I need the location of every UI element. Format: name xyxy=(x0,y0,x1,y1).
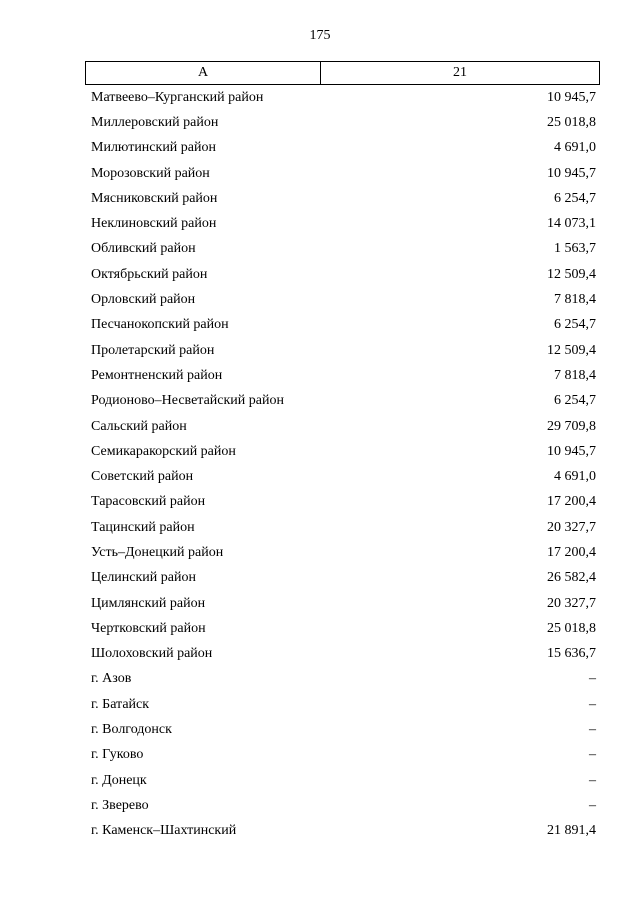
district-value: 4 691,0 xyxy=(554,469,596,485)
table-row xyxy=(91,313,596,338)
table-row xyxy=(91,389,596,414)
district-name: Мясниковский район xyxy=(91,190,218,206)
district-name: г. Зверево xyxy=(91,797,149,813)
table-row xyxy=(91,540,596,565)
table-row xyxy=(91,262,596,287)
table-row xyxy=(91,819,596,844)
district-value: 14 073,1 xyxy=(547,216,596,232)
district-value: – xyxy=(589,772,596,788)
table-row xyxy=(91,616,596,641)
district-value: 26 582,4 xyxy=(547,570,596,586)
district-value: 12 509,4 xyxy=(547,342,596,358)
district-name: г. Батайск xyxy=(91,696,150,712)
district-value: – xyxy=(589,722,596,738)
district-name: Обливский район xyxy=(91,241,196,257)
district-name: Усть–Донецкий район xyxy=(91,544,224,560)
district-value: 25 018,8 xyxy=(547,620,596,636)
district-name: Шолоховский район xyxy=(91,646,213,662)
table-row xyxy=(91,464,596,489)
district-name: Семикаракорский район xyxy=(91,443,236,459)
table-row xyxy=(91,414,596,439)
district-name: Песчанокопский район xyxy=(91,317,229,333)
table-row xyxy=(91,338,596,363)
district-value: – xyxy=(589,797,596,813)
table-row xyxy=(91,136,596,161)
district-value: 1 563,7 xyxy=(554,241,596,257)
district-value: 29 709,8 xyxy=(547,418,596,434)
table-row xyxy=(91,515,596,540)
district-value: – xyxy=(589,696,596,712)
table-row xyxy=(91,363,596,388)
table-header-row xyxy=(86,62,600,85)
district-value: 4 691,0 xyxy=(554,140,596,156)
district-value: 15 636,7 xyxy=(547,646,596,662)
district-name: г. Волгодонск xyxy=(91,722,172,738)
district-name: г. Азов xyxy=(91,671,132,687)
district-value: – xyxy=(589,671,596,687)
district-name: г. Гуково xyxy=(91,747,144,763)
table-row xyxy=(91,768,596,793)
district-name: Миллеровский район xyxy=(91,114,219,130)
district-value: 17 200,4 xyxy=(547,494,596,510)
district-name: Матвеево–Курганский район xyxy=(91,89,264,105)
district-name: Целинский район xyxy=(91,570,196,586)
table-row xyxy=(91,110,596,135)
table-row xyxy=(91,237,596,262)
table-row xyxy=(91,211,596,236)
district-value: 10 945,7 xyxy=(547,89,596,105)
table-body xyxy=(91,85,596,844)
district-name: Советский район xyxy=(91,469,194,485)
district-name: г. Каменск–Шахтинский xyxy=(91,823,237,839)
district-value: 7 818,4 xyxy=(554,292,596,308)
district-value: 12 509,4 xyxy=(547,266,596,282)
district-name: Сальский район xyxy=(91,418,187,434)
district-value: 20 327,7 xyxy=(547,519,596,535)
table-row xyxy=(91,287,596,312)
table-row xyxy=(91,439,596,464)
district-name: Тацинский район xyxy=(91,519,195,535)
table-row xyxy=(91,692,596,717)
table-row xyxy=(91,591,596,616)
district-value: 10 945,7 xyxy=(547,165,596,181)
district-value: 6 254,7 xyxy=(554,393,596,409)
table-row xyxy=(91,667,596,692)
district-name: Милютинский район xyxy=(91,140,217,156)
table-row xyxy=(91,85,596,110)
district-name: Орловский район xyxy=(91,292,196,308)
page-number: 175 xyxy=(309,28,331,43)
district-value: 6 254,7 xyxy=(554,190,596,206)
district-value: 20 327,7 xyxy=(547,595,596,611)
district-name: Чертковский район xyxy=(91,620,206,636)
district-name: Пролетарский район xyxy=(91,342,215,358)
district-value: 10 945,7 xyxy=(547,443,596,459)
table-row xyxy=(91,717,596,742)
district-value: 17 200,4 xyxy=(547,544,596,560)
table-row xyxy=(91,490,596,515)
table-row xyxy=(91,161,596,186)
district-name: г. Донецк xyxy=(91,772,147,788)
table-row xyxy=(91,743,596,768)
district-name: Неклиновский район xyxy=(91,216,217,232)
district-name: Цимлянский район xyxy=(91,595,206,611)
district-name: Родионово–Несветайский район xyxy=(91,393,284,409)
column-header-21: 21 xyxy=(321,62,600,85)
district-value: – xyxy=(589,747,596,763)
column-header-a: А xyxy=(86,62,321,85)
table-row xyxy=(91,642,596,667)
district-value: 21 891,4 xyxy=(547,823,596,839)
district-value: 6 254,7 xyxy=(554,317,596,333)
district-name: Морозовский район xyxy=(91,165,210,181)
table-row xyxy=(91,566,596,591)
district-name: Октябрьский район xyxy=(91,266,208,282)
table-header xyxy=(85,61,600,85)
district-value: 25 018,8 xyxy=(547,114,596,130)
table-row xyxy=(91,793,596,818)
district-name: Ремонтненский район xyxy=(91,367,223,383)
table-row xyxy=(91,186,596,211)
district-value: 7 818,4 xyxy=(554,367,596,383)
district-name: Тарасовский район xyxy=(91,494,206,510)
